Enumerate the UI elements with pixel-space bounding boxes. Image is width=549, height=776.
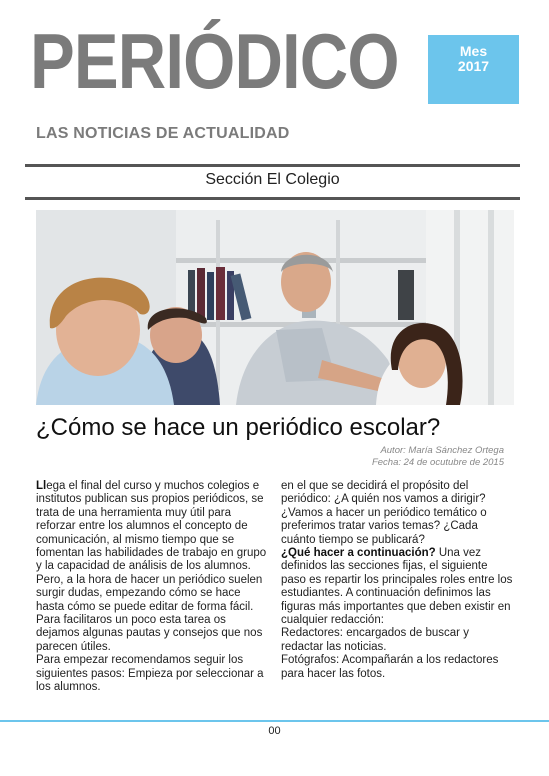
article-paragraph: Fotógrafos: Acompañarán a los redactores para hacer las fotos. <box>281 654 499 680</box>
article-paragraph: Pero, a la hora de hacer un periódico suelen surgir dudas, empezando cómo se hace hasta cómo se puede editar de forma fácil. Para facilitaros un poco esta tarea os dejamos algunas pautas y consejos que nos parecen útiles. <box>36 573 263 653</box>
newspaper-title: PERIÓDICO <box>30 17 399 105</box>
subheading-bold: ¿Qué hacer a continuación? <box>281 547 436 560</box>
article-paragraph <box>281 547 513 627</box>
section-title: Sección El Colegio <box>205 171 340 188</box>
drop-cap-lead: Ll <box>36 480 47 492</box>
footer-divider <box>0 720 549 722</box>
article-author: Autor: María Sánchez Ortega <box>380 445 504 456</box>
issue-month: Mes <box>459 43 488 59</box>
article-photo-classroom <box>36 210 514 405</box>
article-paragraph: en el que se decidirá el propósito del periódico: ¿A quién nos vamos a dirigir? ¿Vamos a hacer un periódico temático o preferimos tratar varios temas? ¿Cada cuánto tiempo se publicará? <box>281 480 487 546</box>
page-number: 00 <box>268 725 281 737</box>
article-byline <box>372 445 504 469</box>
section-divider-bottom <box>25 197 520 200</box>
article-headline: ¿Cómo se hace un periódico escolar? <box>36 414 441 441</box>
section-divider-top <box>25 164 520 167</box>
issue-year: 2017 <box>457 58 490 74</box>
article-column-left <box>36 480 268 695</box>
paragraph-text: Una vez definidos las secciones fijas, el siguiente paso es repartir los principales roles entre los estudiantes. A continuación definimos las figuras más importantes que deben existir en cualquier redacción: <box>281 547 513 627</box>
paragraph-text: ega el final del curso y muchos colegios e institutos publican sus propios periódicos, se trata de una herramienta muy útil para reforzar entre los alumnos el concepto de comunicación, al mismo tiempo que se fomentan las habilidades de trabajo en grupo y la capacidad de análisis de los alumnos. <box>36 480 267 573</box>
article-paragraph: Redactores: encargados de buscar y redactar las noticias. <box>281 627 469 653</box>
newspaper-tagline: LAS NOTICIAS DE ACTUALIDAD <box>36 125 290 142</box>
issue-date-box <box>428 35 519 104</box>
article-paragraph: Para empezar recomendamos seguir los siguientes pasos: Empieza por seleccionar a los alumnos. <box>36 654 264 694</box>
article-date: Fecha: 24 de ocutubre de 2015 <box>371 457 504 468</box>
article-column-right <box>281 480 513 681</box>
article-paragraph <box>36 480 268 574</box>
